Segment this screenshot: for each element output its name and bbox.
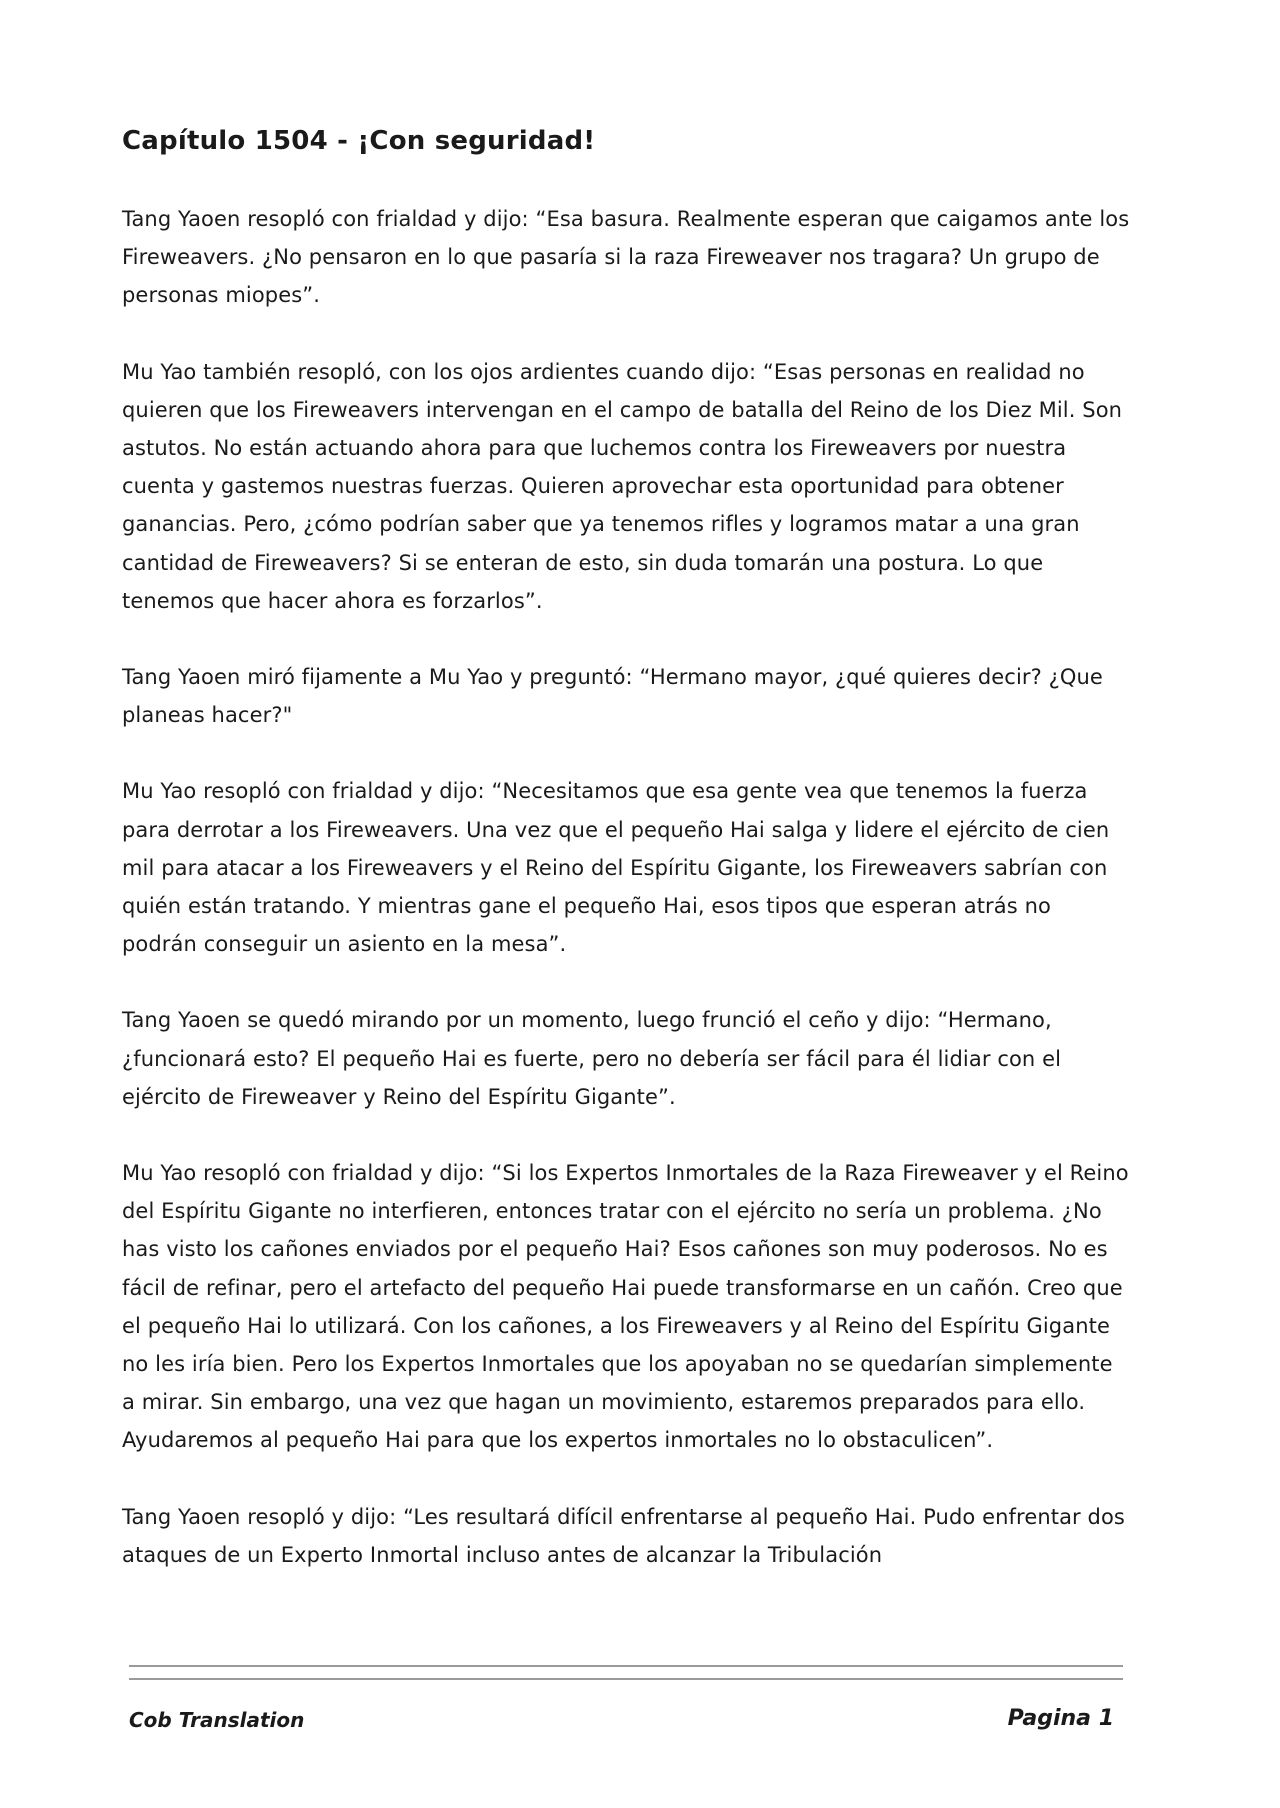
footer-divider — [129, 1665, 1123, 1667]
footer-divider — [129, 1678, 1123, 1680]
paragraph: Mu Yao resopló con frialdad y dijo: “Necesitamos que esa gente vea que tenemos la fuerza para derrotar a los Fireweavers. Una vez que el pequeño Hai salga y lidere el ejército de cien mil para atacar a los Fireweavers y el Reino del Espíritu Gigante, los Fireweavers sabrían con quién están tratando. Y mientras gane el pequeño Hai, esos tipos que esperan atrás no podrán conseguir un asiento en la mesa”. — [122, 779, 1110, 957]
chapter-title: Capítulo 1504 - ¡Con seguridad! — [122, 126, 596, 156]
paragraph: Mu Yao también resopló, con los ojos ardientes cuando dijo: “Esas personas en realidad no quieren que los Fireweavers intervengan en el campo de batalla del Reino de los Diez Mil. Son astutos. No están actuando ahora para que luchemos contra los Fireweavers por nuestra cuenta y gastemos nuestras fuerzas. Quieren aprovechar esta oportunidad para obtener ganancias. Pero, ¿cómo podrían saber que ya tenemos rifles y logramos matar a una gran cantidad de Fireweavers? Si se enteran de esto, sin duda tomarán una postura. Lo que tenemos que hacer ahora es forzarlos”. — [122, 359, 1123, 613]
paragraph: Tang Yaoen resopló con frialdad y dijo: “Esa basura. Realmente esperan que caigamos ante los Fireweavers. ¿No pensaron en lo que pasaría si la raza Fireweaver nos tragara? Un grupo de personas miopes”. — [122, 207, 1130, 308]
footer-translator-credit: Cob Translation — [129, 1708, 305, 1732]
footer-page-number: Pagina 1 — [1007, 1706, 1114, 1731]
paragraph: Tang Yaoen miró fijamente a Mu Yao y preguntó: “Hermano mayor, ¿qué quieres decir? ¿Que planeas hacer?" — [122, 665, 1103, 728]
paragraph: Tang Yaoen resopló y dijo: “Les resultará difícil enfrentarse al pequeño Hai. Pudo enfrentar dos ataques de un Experto Inmortal incluso antes de alcanzar la Tribulación — [122, 1504, 1125, 1567]
paragraph: Mu Yao resopló con frialdad y dijo: “Si los Expertos Inmortales de la Raza Fireweaver y el Reino del Espíritu Gigante no interfieren, entonces tratar con el ejército no sería un problema. ¿No has visto los cañones enviados por el pequeño Hai? Esos cañones son muy poderosos. No es fácil de refinar, pero el artefacto del pequeño Hai puede transformarse en un cañón. Creo que el pequeño Hai lo utilizará. Con los cañones, a los Fireweavers y al Reino del Espíritu Gigante no les iría bien. Pero los Expertos Inmortales que los apoyaban no se quedarían simplemente a mirar. Sin embargo, una vez que hagan un movimiento, estaremos preparados para ello. Ayudaremos al pequeño Hai para que los expertos inmortales no lo obstaculicen”. — [122, 1161, 1129, 1453]
paragraph: Tang Yaoen se quedó mirando por un momento, luego frunció el ceño y dijo: “Hermano, ¿funcionará esto? El pequeño Hai es fuerte, pero no debería ser fácil para él lidiar con el ejército de Fireweaver y Reino del Espíritu Gigante”. — [122, 1008, 1062, 1109]
chapter-body — [122, 200, 1132, 1612]
